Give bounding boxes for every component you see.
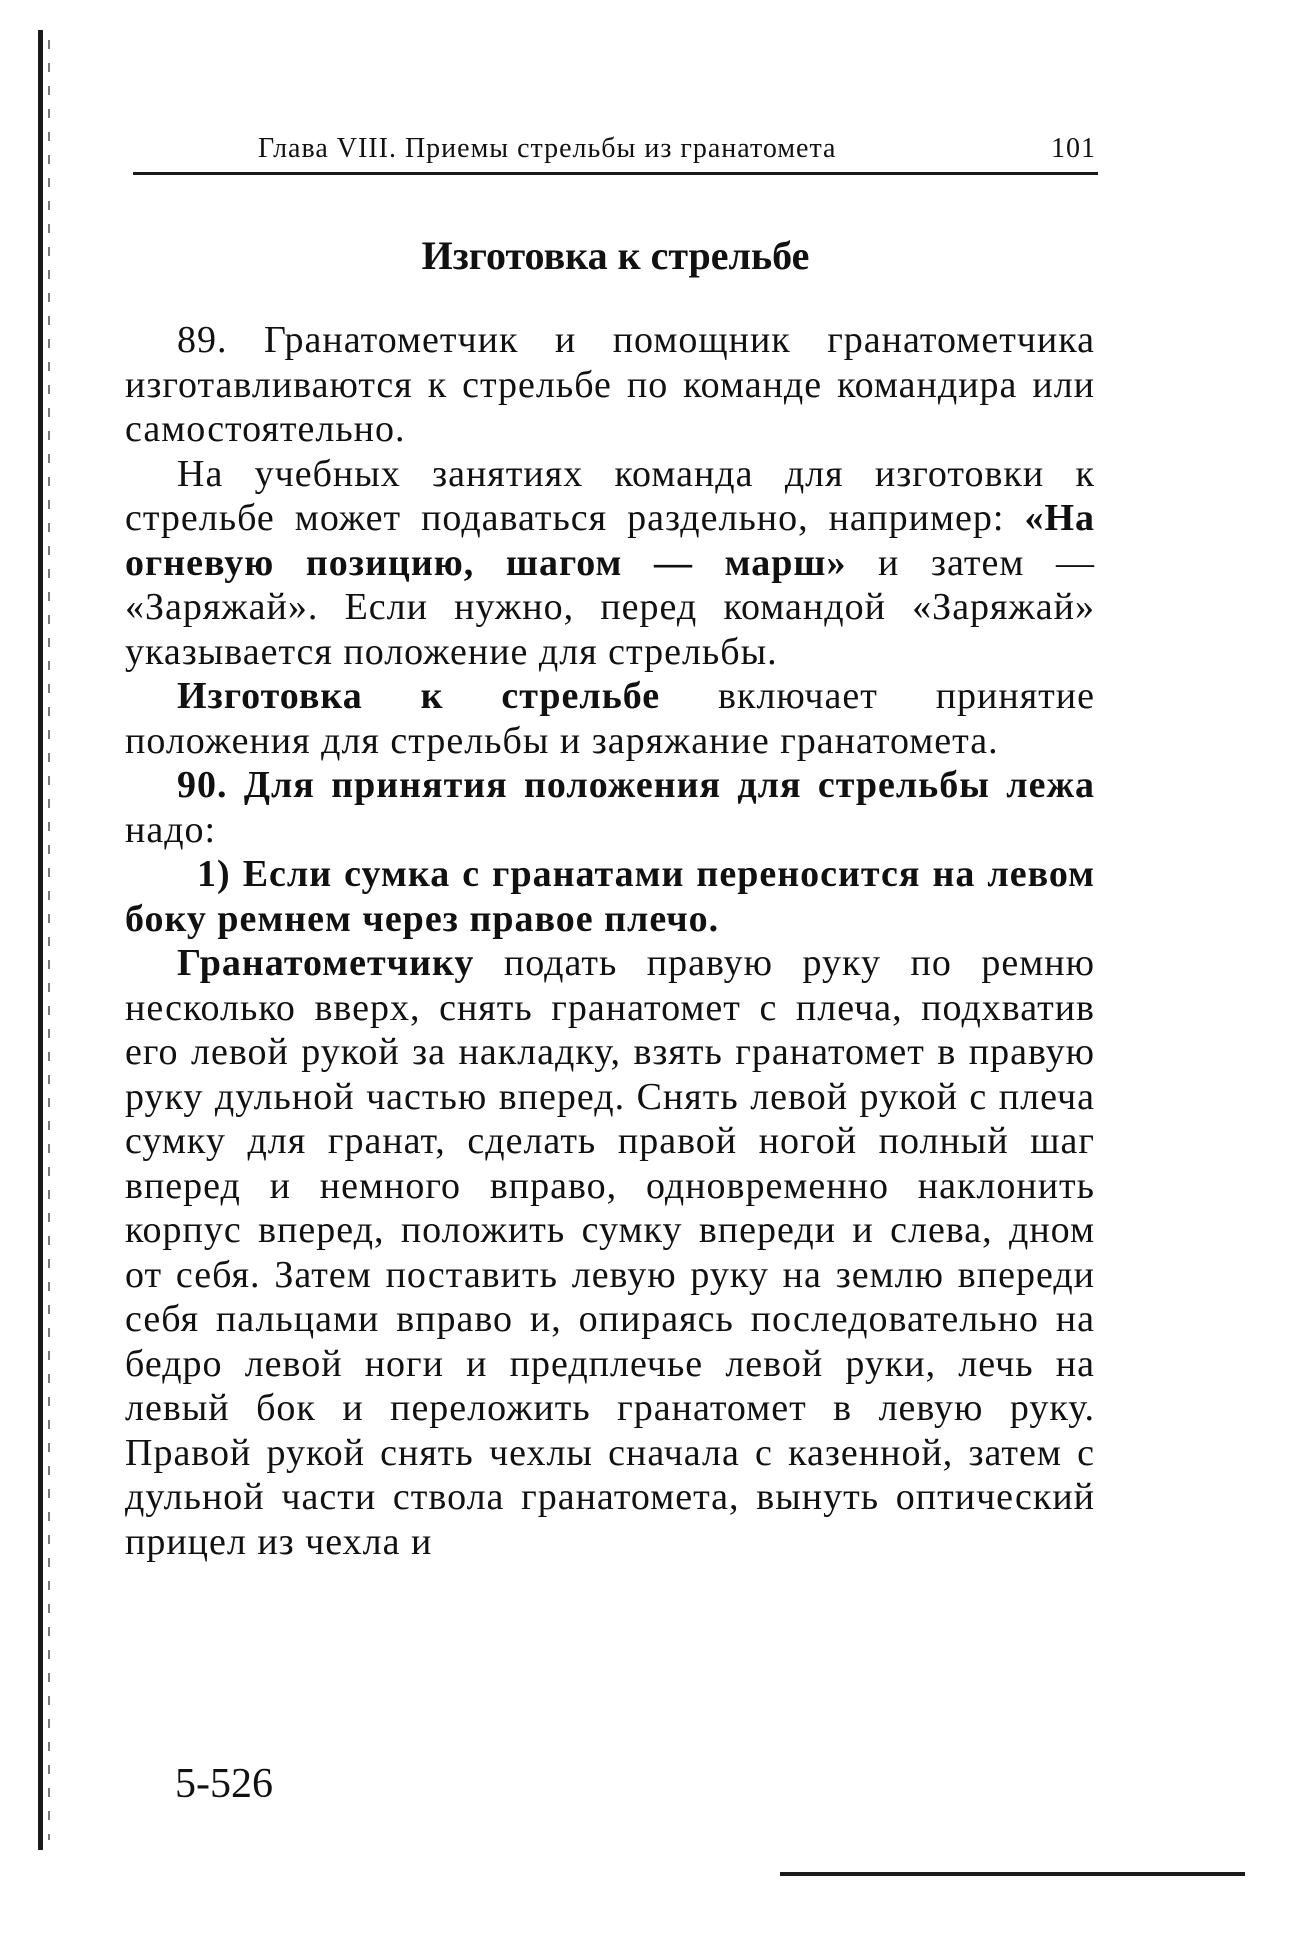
footer-rule [780, 1872, 1245, 1876]
header-chapter-title: Глава VIII. Приемы стрельбы из гранатомета [258, 133, 837, 164]
page-binding-shadow [48, 40, 50, 1840]
body-text [125, 318, 1095, 1564]
term-bold: Гранатометчику [177, 942, 475, 984]
paragraph-commands [125, 452, 1095, 675]
paragraph-text: Гранатометчик и помощник гранатометчика изготавливаются к стрельбе по команде командира или самостоятельно. [125, 319, 1095, 450]
paragraph-definition [125, 674, 1095, 763]
paragraph-text: подать правую руку по ремню несколько вверх, снять гранатомет с плеча, подхватив его левой рукой за накладку, взять гранатомет в правую руку дульной частью вперед. Снять левой рукой с плеча сумку для гранат, сделать правой ногой полный шаг вперед и немного вправо, одновременно наклонить корпус вперед, положить сумку впереди и слева, дном от себя. Затем поставить левую руку на землю впереди себя пальцами вправо и, опираясь последовательно на бедро левой ноги и предплечье левой руки, лечь на левый бок и переложить гранатомет в левую руку. Правой рукой снять чехлы сначала с казенной, затем с дульной части ствола гранатомета, вынуть оптический прицел из чехла и [125, 942, 1095, 1563]
paragraph-text: и затем — «Заряжай». Если нужно, перед командой «Заряжай» указывается положение для стрельбы. [125, 541, 1095, 673]
term-bold: Изготовка к стрельбе [177, 675, 661, 717]
paragraph-text: включает принятие положения для стрельбы и заряжание гранатомета. [125, 675, 1095, 762]
paragraph-text: На учебных занятиях команда для изготовки к стрельбе может подаваться раздельно, например: [125, 452, 1095, 539]
page-binding-edge [38, 30, 43, 1850]
paragraph-number: 89. [177, 319, 228, 361]
subparagraph-heading: 1) Если сумка с гранатами переносится на левом боку ремнем через правое плечо. [125, 853, 1095, 940]
header-rule [133, 172, 1098, 175]
paragraph-text: надо: [125, 808, 217, 851]
paragraph-heading-bold: 90. Для принятия положения для стрельбы лежа [177, 764, 1095, 806]
paragraph-90 [125, 763, 1095, 852]
header-page-number: 101 [1051, 133, 1096, 164]
paragraph-89 [125, 318, 1095, 452]
printer-signature: 5-526 [175, 1761, 273, 1807]
section-title: Изготовка к стрельбе [421, 233, 810, 278]
subparagraph-1 [125, 852, 1095, 941]
command-bold: «На огневую позицию, шагом — марш» [125, 497, 1095, 584]
running-header [133, 128, 1098, 168]
paragraph-instructions [125, 941, 1095, 1564]
